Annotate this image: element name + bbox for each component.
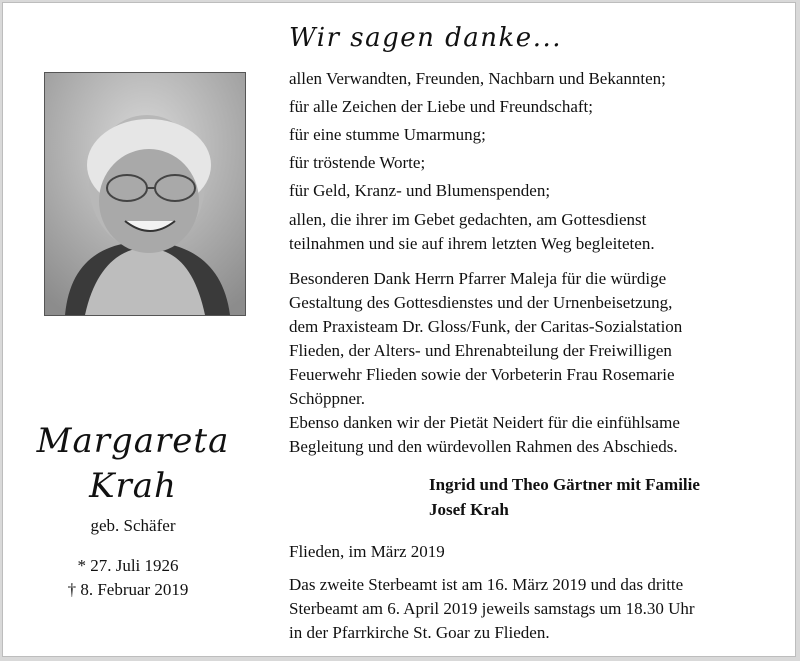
thanks-line: teilnahmen und sie auf ihrem letzten Weg begleiteten. (289, 234, 655, 253)
thanks-line: für tröstende Worte; (289, 153, 426, 172)
thanks-line: für Geld, Kranz- und Blumenspenden; (289, 181, 551, 200)
notice-line: Sterbeamt am 6. April 2019 jeweils samstags um 18.30 Uhr (289, 599, 695, 618)
deceased-first-name: Margareta (36, 421, 230, 461)
thanks-line: für alle Zeichen der Liebe und Freundschaft; (289, 97, 593, 116)
special-thanks-line: Gestaltung des Gottesdienstes und der Urnenbeisetzung, (289, 293, 673, 312)
funeral-thanks-line: Ebenso danken wir der Pietät Neidert für die einfühlsame (289, 413, 680, 432)
special-thanks-line: Schöppner. (289, 389, 366, 408)
heading: Wir sagen danke... (289, 23, 562, 53)
death-date: † 8. Februar 2019 (67, 580, 189, 599)
special-thanks-line: dem Praxisteam Dr. Gloss/Funk, der Caritas-Sozialstation (289, 317, 683, 336)
signature-line: Josef Krah (429, 500, 509, 519)
portrait-photo (44, 72, 246, 316)
place-date: Flieden, im März 2019 (289, 542, 445, 561)
birth-date: * 27. Juli 1926 (77, 556, 179, 575)
deceased-panel (3, 3, 263, 656)
special-thanks-line: Besonderen Dank Herrn Pfarrer Maleja für die würdige (289, 269, 667, 288)
special-thanks-line: Feuerwehr Flieden sowie der Vorbeterin Frau Rosemarie (289, 365, 675, 384)
obituary-card (2, 2, 796, 657)
deceased-last-name: Krah (89, 466, 177, 506)
maiden-name: geb. Schäfer (90, 516, 176, 535)
thanks-line: allen, die ihrer im Gebet gedachten, am Gottesdienst (289, 210, 647, 229)
special-thanks-line: Flieden, der Alters- und Ehrenabteilung der Freiwilligen (289, 341, 672, 360)
thanks-line: für eine stumme Umarmung; (289, 125, 486, 144)
thanks-line: allen Verwandten, Freunden, Nachbarn und Bekannten; (289, 69, 666, 88)
signature-line: Ingrid und Theo Gärtner mit Familie (429, 475, 700, 494)
funeral-thanks-line: Begleitung und den würdevollen Rahmen des Abschieds. (289, 437, 678, 456)
notice-line: in der Pfarrkirche St. Goar zu Flieden. (289, 623, 550, 642)
notice-line: Das zweite Sterbeamt ist am 16. März 2019 und das dritte (289, 575, 684, 594)
